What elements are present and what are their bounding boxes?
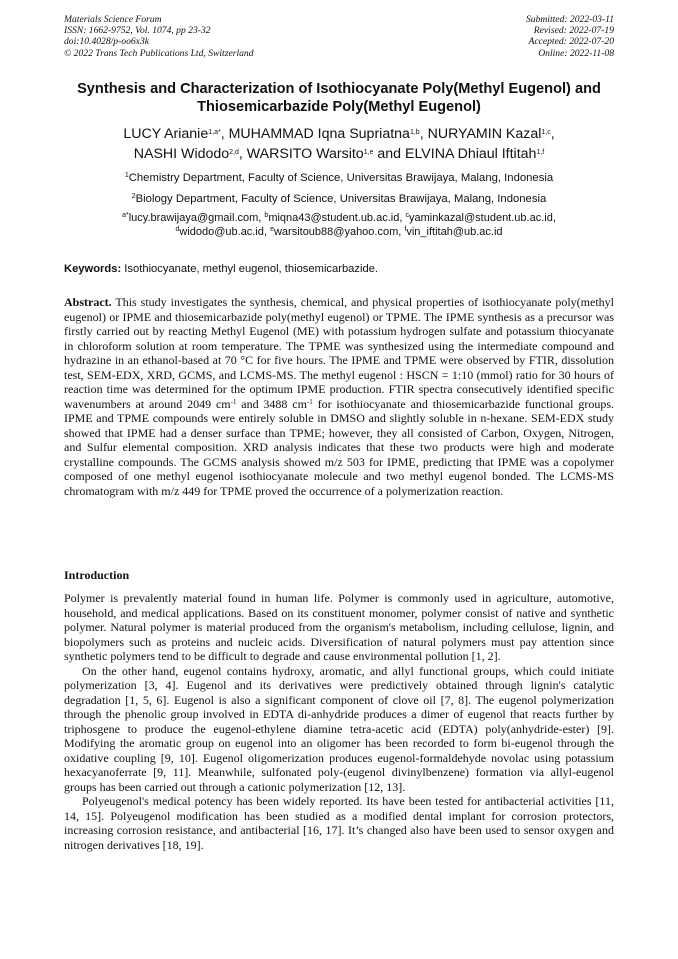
unit-exponent: -1 (306, 397, 313, 406)
abstract-text: This study investigates the synthesis, chemical, and physical properties of isothiocyanate poly(methyl eugenol) or IPME and thiosemicarbazide poly(methyl eugenol) or TPME. The IPME synthesis as a precursor was firstly carried out by reacting Methyl Eugenol (ME) with potassium hydrogen sulfate and potassium thiocyanate in chloroform solution at room temperature. The TPME was synthesized using the intermediate compound and hydrazine in an ethanol-based at 70 °C for five hours. The IPME and TPME were observed by FTIR, dissolution test, SEM-EDX, XRD, GCMS, and LCMS-MS. The methyl eugenol : HSCN = 1:10 (mmol) ratio for 30 hours of reaction time was determined for the optimum IPME production. FTIR spectra consecutively identified specific wavenumbers at around 2049 cm (64, 295, 614, 411)
affiliation-list (40, 168, 638, 210)
email-link[interactable]: widodo@ub.ac.id (179, 226, 264, 238)
online-date: Online: 2022-11-08 (538, 47, 614, 59)
author-affiliation-mark: 1,e (363, 149, 374, 156)
author-name: LUCY Arianie (123, 126, 209, 142)
issn-volume: ISSN: 1662-9752, Vol. 1074, pp 23-32 (64, 25, 211, 37)
email-mark: c (405, 212, 409, 219)
email-mark: b (264, 212, 269, 219)
author-affiliation-mark: 1,a* (208, 129, 221, 136)
affiliation-text: Chemistry Department, Faculty of Science, Universitas Brawijaya, Malang, Indonesia (128, 172, 554, 184)
journal-info (64, 14, 254, 59)
affiliation-mark: 1 (124, 172, 129, 179)
unit-exponent: -1 (230, 397, 237, 406)
author-separator: , (220, 126, 229, 142)
author-affiliation-mark: 1,b (409, 129, 420, 136)
email-mark: a* (122, 212, 129, 219)
author-name: NURYAMIN Kazal (427, 126, 542, 142)
abstract (64, 295, 614, 498)
email-mark: e (270, 226, 274, 233)
keywords (64, 262, 616, 276)
email-link[interactable]: warsitoub88@yahoo.com (273, 226, 399, 238)
abstract-text: and 3488 cm (236, 396, 307, 411)
author-separator: and (373, 146, 405, 162)
doi[interactable]: doi:10.4028/p-oo6x3k (64, 36, 149, 48)
author-affiliation-mark: 2,d (229, 149, 239, 156)
submitted-date: Submitted: 2022-03-11 (525, 14, 614, 25)
email-separator: , (552, 212, 556, 224)
author-separator: , (419, 126, 428, 142)
revised-date: Revised: 2022-07-19 (533, 25, 614, 37)
email-separator: , (398, 226, 405, 238)
email-mark: d (175, 226, 180, 233)
email-list (40, 211, 638, 239)
author-name: ELVINA Dhiaul Iftitah (405, 146, 537, 162)
paper-title: Synthesis and Characterization of Isothiocyanate Poly(Methyl Eugenol) and Thiosemicarbazide Poly(Methyl Eugenol) (77, 81, 601, 115)
author-affiliation-mark: 1,c (541, 129, 551, 136)
paragraph: Polyeugenol's medical potency has been widely reported. Its have been tested for antibacterial activities [11, 14, 15]. Polyeugenol modification has been studied as a modified dental implant for corrosion protectors, increasing corrosion resistance, and antibacterial [16, 17]. It’s changed also have been used to sensor oxygen and nitrogen derivatives [18, 19]. (64, 794, 614, 852)
keywords-text: Isothiocyanate, methyl eugenol, thiosemicarbazide. (121, 263, 379, 275)
affiliation (40, 168, 638, 189)
email-link[interactable]: lucy.brawijaya@gmail.com (128, 212, 259, 224)
author-list (40, 124, 638, 164)
abstract-label: Abstract. (64, 295, 112, 309)
email-link[interactable]: vin_iftitah@ub.ac.id (406, 226, 503, 238)
author-separator: , (238, 146, 247, 162)
accepted-date: Accepted: 2022-07-20 (528, 36, 614, 48)
abstract-text: for isothiocyanate and thiosemicarbazide functional groups. IPME and TPME compounds were entirely soluble in DMSO and slightly soluble in n-hexane. SEM-EDX study showed that IPME had a denser surface than TPME; however, they all consisted of Carbon, Oxygen, Nitrogen, and Sulfur elemental composition. XRD analysis indicates that these two products were high and moderate crystalline compounds. The GCMS analysis showed m/z 503 for IPME, predicting that IPME was a copolymer composed of one methyl eugenol isothiocyanate molecule and two methyl eugenol bonded. The LCMS-MS chromatogram with m/z 449 for TPME proved the occurrence of a polymerization reaction. (64, 396, 614, 498)
section-heading-introduction: Introduction (64, 568, 130, 582)
affiliation-mark: 2 (131, 193, 136, 200)
keywords-label: Keywords: (64, 263, 122, 275)
author-affiliation-mark: 1,f (536, 149, 545, 156)
publication-dates (526, 14, 614, 59)
journal-name: Materials Science Forum (64, 14, 162, 25)
email-separator: , (258, 212, 265, 224)
affiliation-text: Biology Department, Faculty of Science, Universitas Brawijaya, Malang, Indonesia (135, 193, 547, 205)
author-name: WARSITO Warsito (246, 146, 364, 162)
copyright: © 2022 Trans Tech Publications Ltd, Switzerland (64, 47, 254, 59)
affiliation (40, 189, 638, 210)
introduction-body (64, 591, 614, 852)
email-link[interactable]: miqna43@student.ub.ac.id (268, 212, 400, 224)
paragraph: Polymer is prevalently material found in human life. Polymer is commonly used in agriculture, automotive, household, and medical applications. Based on its constituent monomer, polymer consist of native and synthetic polymer. Natural polymer is material produced from the organism's metabolism, including cellulose, lignin, and biopolymers such as proteins and nucleic acids. Diversification of natural polymers must pay attention since synthetic polymers tend to be difficult to degrade and cause environmental pollution [1, 2]. (64, 591, 614, 663)
email-mark: f (404, 226, 407, 233)
email-separator: , (399, 212, 406, 224)
author-separator: , (550, 126, 555, 142)
email-link[interactable]: yaminkazal@student.ub.ac.id (408, 212, 553, 224)
email-separator: , (263, 226, 271, 238)
author-name: MUHAMMAD Iqna Supriatna (228, 126, 410, 142)
author-name: NASHI Widodo (133, 146, 230, 162)
paragraph: On the other hand, eugenol contains hydroxy, aromatic, and allyl functional groups, which could initiate polymerization [3, 4]. Eugenol and its derivatives were predictively obtained through lignin's catalytic degradation [1, 5, 6]. Eugenol is also a significant component of clove oil [7, 8]. The eugenol polymerization through the phenolic group involved in EDTA di-anhydride produces a dimer of eugenol that reacts further by triphosgene to produce the eugenol-ethylene diamine tetra-acetic acid (EDTA) poly(anhydride-ester) [9]. Modifying the aromatic group on eugenol into an oligomer has been recorded to form bi-eugenol through the oxidative coupling [9, 10]. Eugenol oligomerization produces eugenol-formaldehyde novolac using potassium hexacyanoferrate [9, 11]. Meanwhile, sulfonated poly-(eugenol divinylbenzene) formation via allyl-eugenol groups has been carried out through a cationic polymerization [12, 13]. (64, 663, 614, 794)
